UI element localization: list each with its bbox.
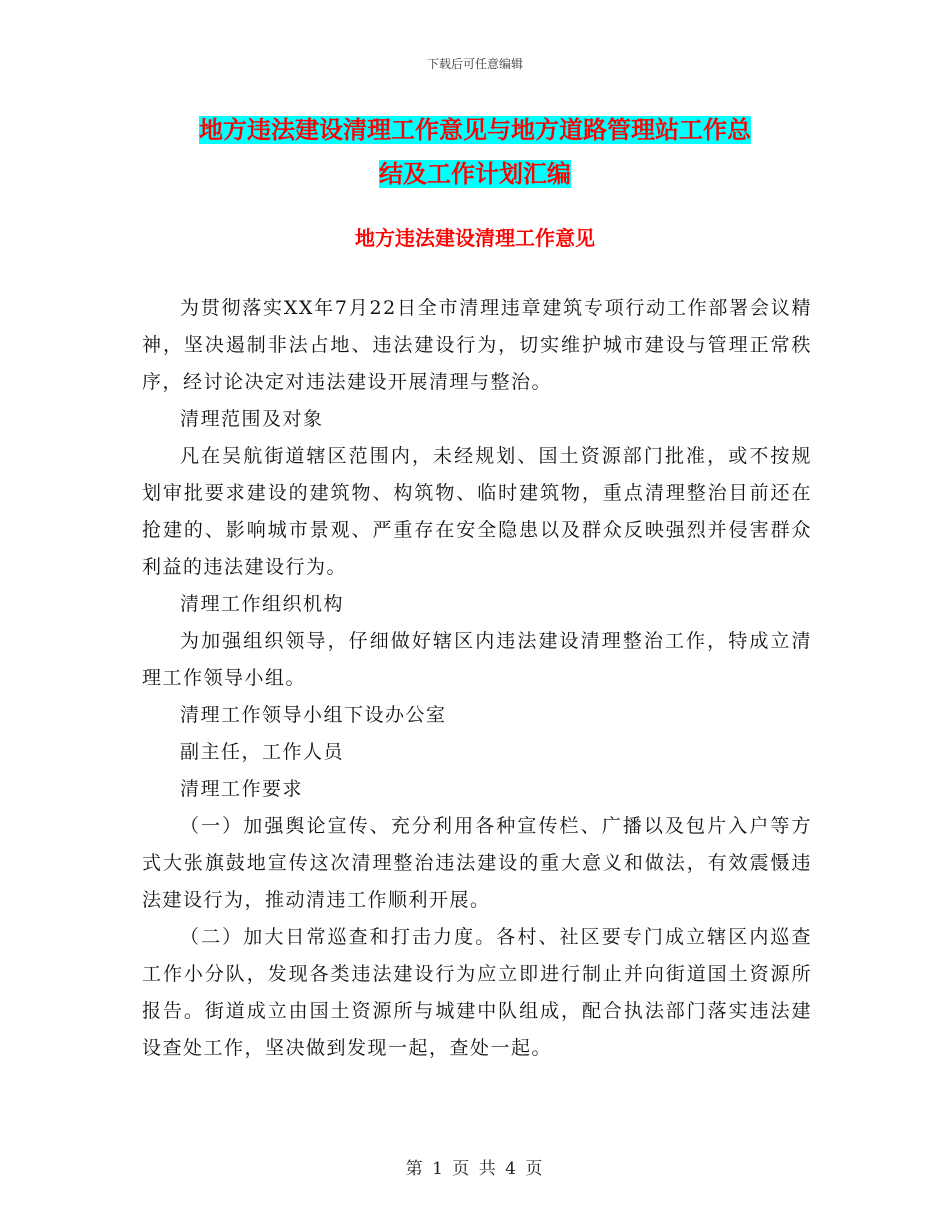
document-title-line-1: 地方违法建设清理工作意见与地方道路管理站工作总 [199, 116, 751, 144]
paragraph-intro: 为贯彻落实XX年7月22日全市清理违章建筑专项行动工作部署会议精神，坚决遏制非法占地、违法建设行为，切实维护城市建设与管理正常秩序，经讨论决定对违法建设开展清理与整治。 [142, 297, 812, 393]
paragraph-staff: 副主任，工作人员 [180, 741, 345, 763]
document-body [142, 290, 812, 1067]
document-title-line-2: 结及工作计划汇编 [379, 160, 571, 188]
section-title: 地方违法建设清理工作意见 [355, 226, 595, 250]
paragraph-heading-organization: 清理工作组织机构 [180, 593, 345, 615]
paragraph-requirement-1: （一）加强舆论宣传、充分利用各种宣传栏、广播以及包片入户等方式大张旗鼓地宣传这次清理整治违法建设的重大意义和做法，有效震慑违法建设行为，推动清违工作顺利开展。 [142, 815, 812, 911]
page-number: 第 1 页 共 4 页 [405, 1159, 545, 1179]
paragraph-organization: 为加强组织领导，仔细做好辖区内违法建设清理整治工作，特成立清理工作领导小组。 [142, 630, 812, 689]
paragraph-heading-requirements: 清理工作要求 [180, 778, 304, 800]
paragraph-scope: 凡在吴航街道辖区范围内，未经规划、国土资源部门批准，或不按规划审批要求建设的建筑物、构筑物、临时建筑物，重点清理整治目前还在抢建的、影响城市景观、严重存在安全隐患以及群众反映强烈并侵害群众利益的违法建设行为。 [142, 445, 812, 578]
page-header-note: 下载后可任意编辑 [426, 57, 523, 71]
paragraph-requirement-2: （二）加大日常巡查和打击力度。各村、社区要专门成立辖区内巡查工作小分队，发现各类违法建设行为应立即进行制止并向街道国土资源所报告。街道成立由国土资源所与城建中队组成，配合执法部门落实违法建设查处工作，坚决做到发现一起，查处一起。 [142, 926, 812, 1059]
document-title [0, 108, 950, 196]
paragraph-heading-scope: 清理范围及对象 [180, 408, 324, 430]
paragraph-office: 清理工作领导小组下设办公室 [180, 704, 447, 726]
